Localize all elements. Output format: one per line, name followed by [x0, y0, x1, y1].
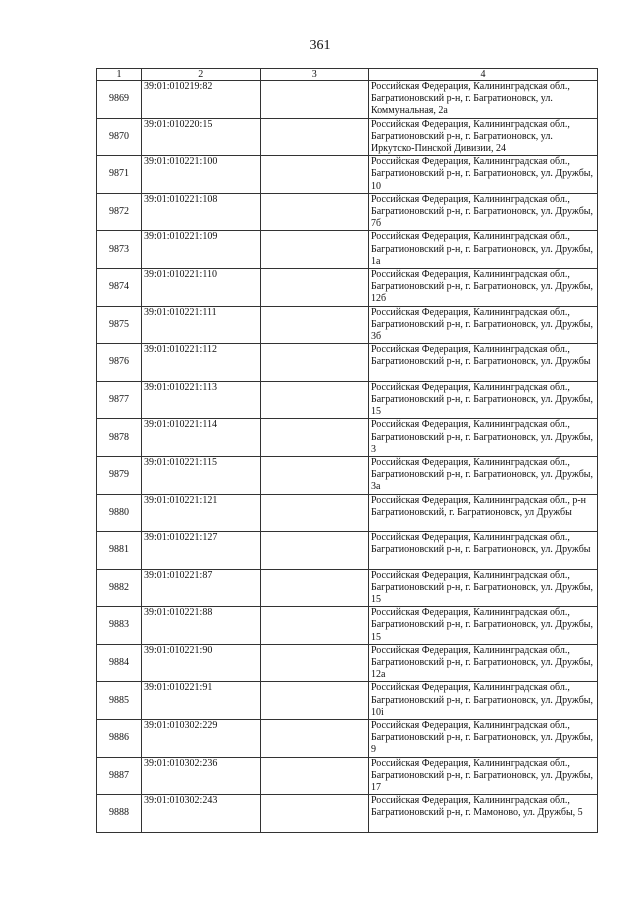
table-row: [97, 419, 598, 457]
column-3-cell: [260, 419, 368, 457]
table-row: [97, 344, 598, 382]
cadastral-number-cell: 39:01:010221:108: [141, 193, 260, 231]
column-header-3: 3: [260, 69, 368, 81]
row-number-cell: 9887: [97, 757, 142, 795]
address-cell: Российская Федерация, Калининградская обл., Багратионовский р-н, г. Багратионовск, ул. Дружбы, 15: [368, 381, 597, 419]
row-number-cell: 9883: [97, 607, 142, 645]
address-cell: Российская Федерация, Калининградская обл., Багратионовский р-н, г. Багратионовск, ул. Дружбы, 3б: [368, 306, 597, 344]
table-row: [97, 381, 598, 419]
row-number-cell: 9878: [97, 419, 142, 457]
cadastral-number-cell: 39:01:010221:127: [141, 532, 260, 570]
address-cell: Российская Федерация, Калининградская обл., Багратионовский р-н, г. Багратионовск, ул. Дружбы, 10і: [368, 682, 597, 720]
cadastral-number-cell: 39:01:010221:109: [141, 231, 260, 269]
cadastral-number-cell: 39:01:010221:88: [141, 607, 260, 645]
address-cell: Российская Федерация, Калининградская обл., р-н Багратионовский, г. Багратионовск, ул Дружбы: [368, 494, 597, 532]
column-3-cell: [260, 795, 368, 833]
cadastral-number-cell: 39:01:010221:113: [141, 381, 260, 419]
column-header-1: 1: [97, 69, 142, 81]
row-number-cell: 9880: [97, 494, 142, 532]
table-row: [97, 193, 598, 231]
address-cell: Российская Федерация, Калининградская обл., Багратионовский р-н, г. Багратионовск, ул. Иркутско-Пинской Дивизии, 24: [368, 118, 597, 156]
cadastral-number-cell: 39:01:010219:82: [141, 81, 260, 119]
address-cell: Российская Федерация, Калининградская обл., Багратионовский р-н, г. Багратионовск, ул. Дружбы, 17: [368, 757, 597, 795]
row-number-cell: 9886: [97, 720, 142, 758]
column-3-cell: [260, 494, 368, 532]
address-cell: Российская Федерация, Калининградская обл., Багратионовский р-н, г. Багратионовск, ул. Дружбы: [368, 532, 597, 570]
cadastral-number-cell: 39:01:010221:121: [141, 494, 260, 532]
cadastral-number-cell: 39:01:010302:229: [141, 720, 260, 758]
address-cell: Российская Федерация, Калининградская обл., Багратионовский р-н, г. Багратионовск, ул. Коммунальная, 2а: [368, 81, 597, 119]
row-number-cell: 9876: [97, 344, 142, 382]
column-3-cell: [260, 193, 368, 231]
column-3-cell: [260, 456, 368, 494]
cadastral-number-cell: 39:01:010221:91: [141, 682, 260, 720]
column-3-cell: [260, 644, 368, 682]
column-3-cell: [260, 682, 368, 720]
table-row: [97, 118, 598, 156]
row-number-cell: 9872: [97, 193, 142, 231]
table-row: [97, 607, 598, 645]
address-cell: Российская Федерация, Калининградская обл., Багратионовский р-н, г. Багратионовск, ул. Дружбы, 7б: [368, 193, 597, 231]
column-3-cell: [260, 720, 368, 758]
cadastral-number-cell: 39:01:010220:15: [141, 118, 260, 156]
column-3-cell: [260, 269, 368, 307]
row-number-cell: 9881: [97, 532, 142, 570]
row-number-cell: 9877: [97, 381, 142, 419]
row-number-cell: 9885: [97, 682, 142, 720]
column-3-cell: [260, 231, 368, 269]
column-3-cell: [260, 757, 368, 795]
column-3-cell: [260, 607, 368, 645]
row-number-cell: 9879: [97, 456, 142, 494]
cadastral-number-cell: 39:01:010221:112: [141, 344, 260, 382]
address-cell: Российская Федерация, Калининградская обл., Багратионовский р-н, г. Багратионовск, ул. Дружбы, 15: [368, 607, 597, 645]
column-header-2: 2: [141, 69, 260, 81]
address-cell: Российская Федерация, Калининградская обл., Багратионовский р-н, г. Багратионовск, ул. Дружбы, 12б: [368, 269, 597, 307]
table-row: [97, 269, 598, 307]
address-cell: Российская Федерация, Калининградская обл., Багратионовский р-н, г. Багратионовск, ул. Дружбы, 9: [368, 720, 597, 758]
row-number-cell: 9869: [97, 81, 142, 119]
address-cell: Российская Федерация, Калининградская обл., Багратионовский р-н, г. Багратионовск, ул. Дружбы, 3а: [368, 456, 597, 494]
cadastral-number-cell: 39:01:010221:100: [141, 156, 260, 194]
column-3-cell: [260, 381, 368, 419]
row-number-cell: 9888: [97, 795, 142, 833]
registry-table: [96, 68, 598, 833]
table-row: [97, 569, 598, 607]
table-row: [97, 795, 598, 833]
table-row: [97, 682, 598, 720]
cadastral-number-cell: 39:01:010221:90: [141, 644, 260, 682]
row-number-cell: 9870: [97, 118, 142, 156]
table-row: [97, 156, 598, 194]
column-3-cell: [260, 306, 368, 344]
column-3-cell: [260, 569, 368, 607]
row-number-cell: 9874: [97, 269, 142, 307]
page-number: 361: [309, 38, 331, 53]
cadastral-number-cell: 39:01:010302:236: [141, 757, 260, 795]
cadastral-number-cell: 39:01:010221:111: [141, 306, 260, 344]
cadastral-number-cell: 39:01:010221:115: [141, 456, 260, 494]
row-number-cell: 9875: [97, 306, 142, 344]
table-row: [97, 757, 598, 795]
table-row: [97, 720, 598, 758]
cadastral-number-cell: 39:01:010221:110: [141, 269, 260, 307]
address-cell: Российская Федерация, Калининградская обл., Багратионовский р-н, г. Багратионовск, ул. Дружбы, 10: [368, 156, 597, 194]
row-number-cell: 9871: [97, 156, 142, 194]
cadastral-number-cell: 39:01:010302:243: [141, 795, 260, 833]
row-number-cell: 9882: [97, 569, 142, 607]
column-3-cell: [260, 532, 368, 570]
table-row: [97, 231, 598, 269]
table-row: [97, 456, 598, 494]
address-cell: Российская Федерация, Калининградская обл., Багратионовский р-н, г. Багратионовск, ул. Дружбы, 12а: [368, 644, 597, 682]
header-row: [97, 69, 598, 81]
table-row: [97, 532, 598, 570]
table-row: [97, 644, 598, 682]
address-cell: Российская Федерация, Калининградская обл., Багратионовский р-н, г. Багратионовск, ул. Дружбы, 1а: [368, 231, 597, 269]
column-3-cell: [260, 344, 368, 382]
table-row: [97, 494, 598, 532]
column-3-cell: [260, 81, 368, 119]
address-cell: Российская Федерация, Калининградская обл., Багратионовский р-н, г. Багратионовск, ул. Дружбы, 3: [368, 419, 597, 457]
cadastral-number-cell: 39:01:010221:114: [141, 419, 260, 457]
cadastral-number-cell: 39:01:010221:87: [141, 569, 260, 607]
address-cell: Российская Федерация, Калининградская обл., Багратионовский р-н, г. Багратионовск, ул. Дружбы, 15: [368, 569, 597, 607]
column-3-cell: [260, 156, 368, 194]
column-3-cell: [260, 118, 368, 156]
row-number-cell: 9873: [97, 231, 142, 269]
column-header-4: 4: [368, 69, 597, 81]
table-row: [97, 306, 598, 344]
table-row: [97, 81, 598, 119]
row-number-cell: 9884: [97, 644, 142, 682]
address-cell: Российская Федерация, Калининградская обл., Багратионовский р-н, г. Мамоново, ул. Дружбы, 5: [368, 795, 597, 833]
address-cell: Российская Федерация, Калининградская обл., Багратионовский р-н, г. Багратионовск, ул. Дружбы: [368, 344, 597, 382]
